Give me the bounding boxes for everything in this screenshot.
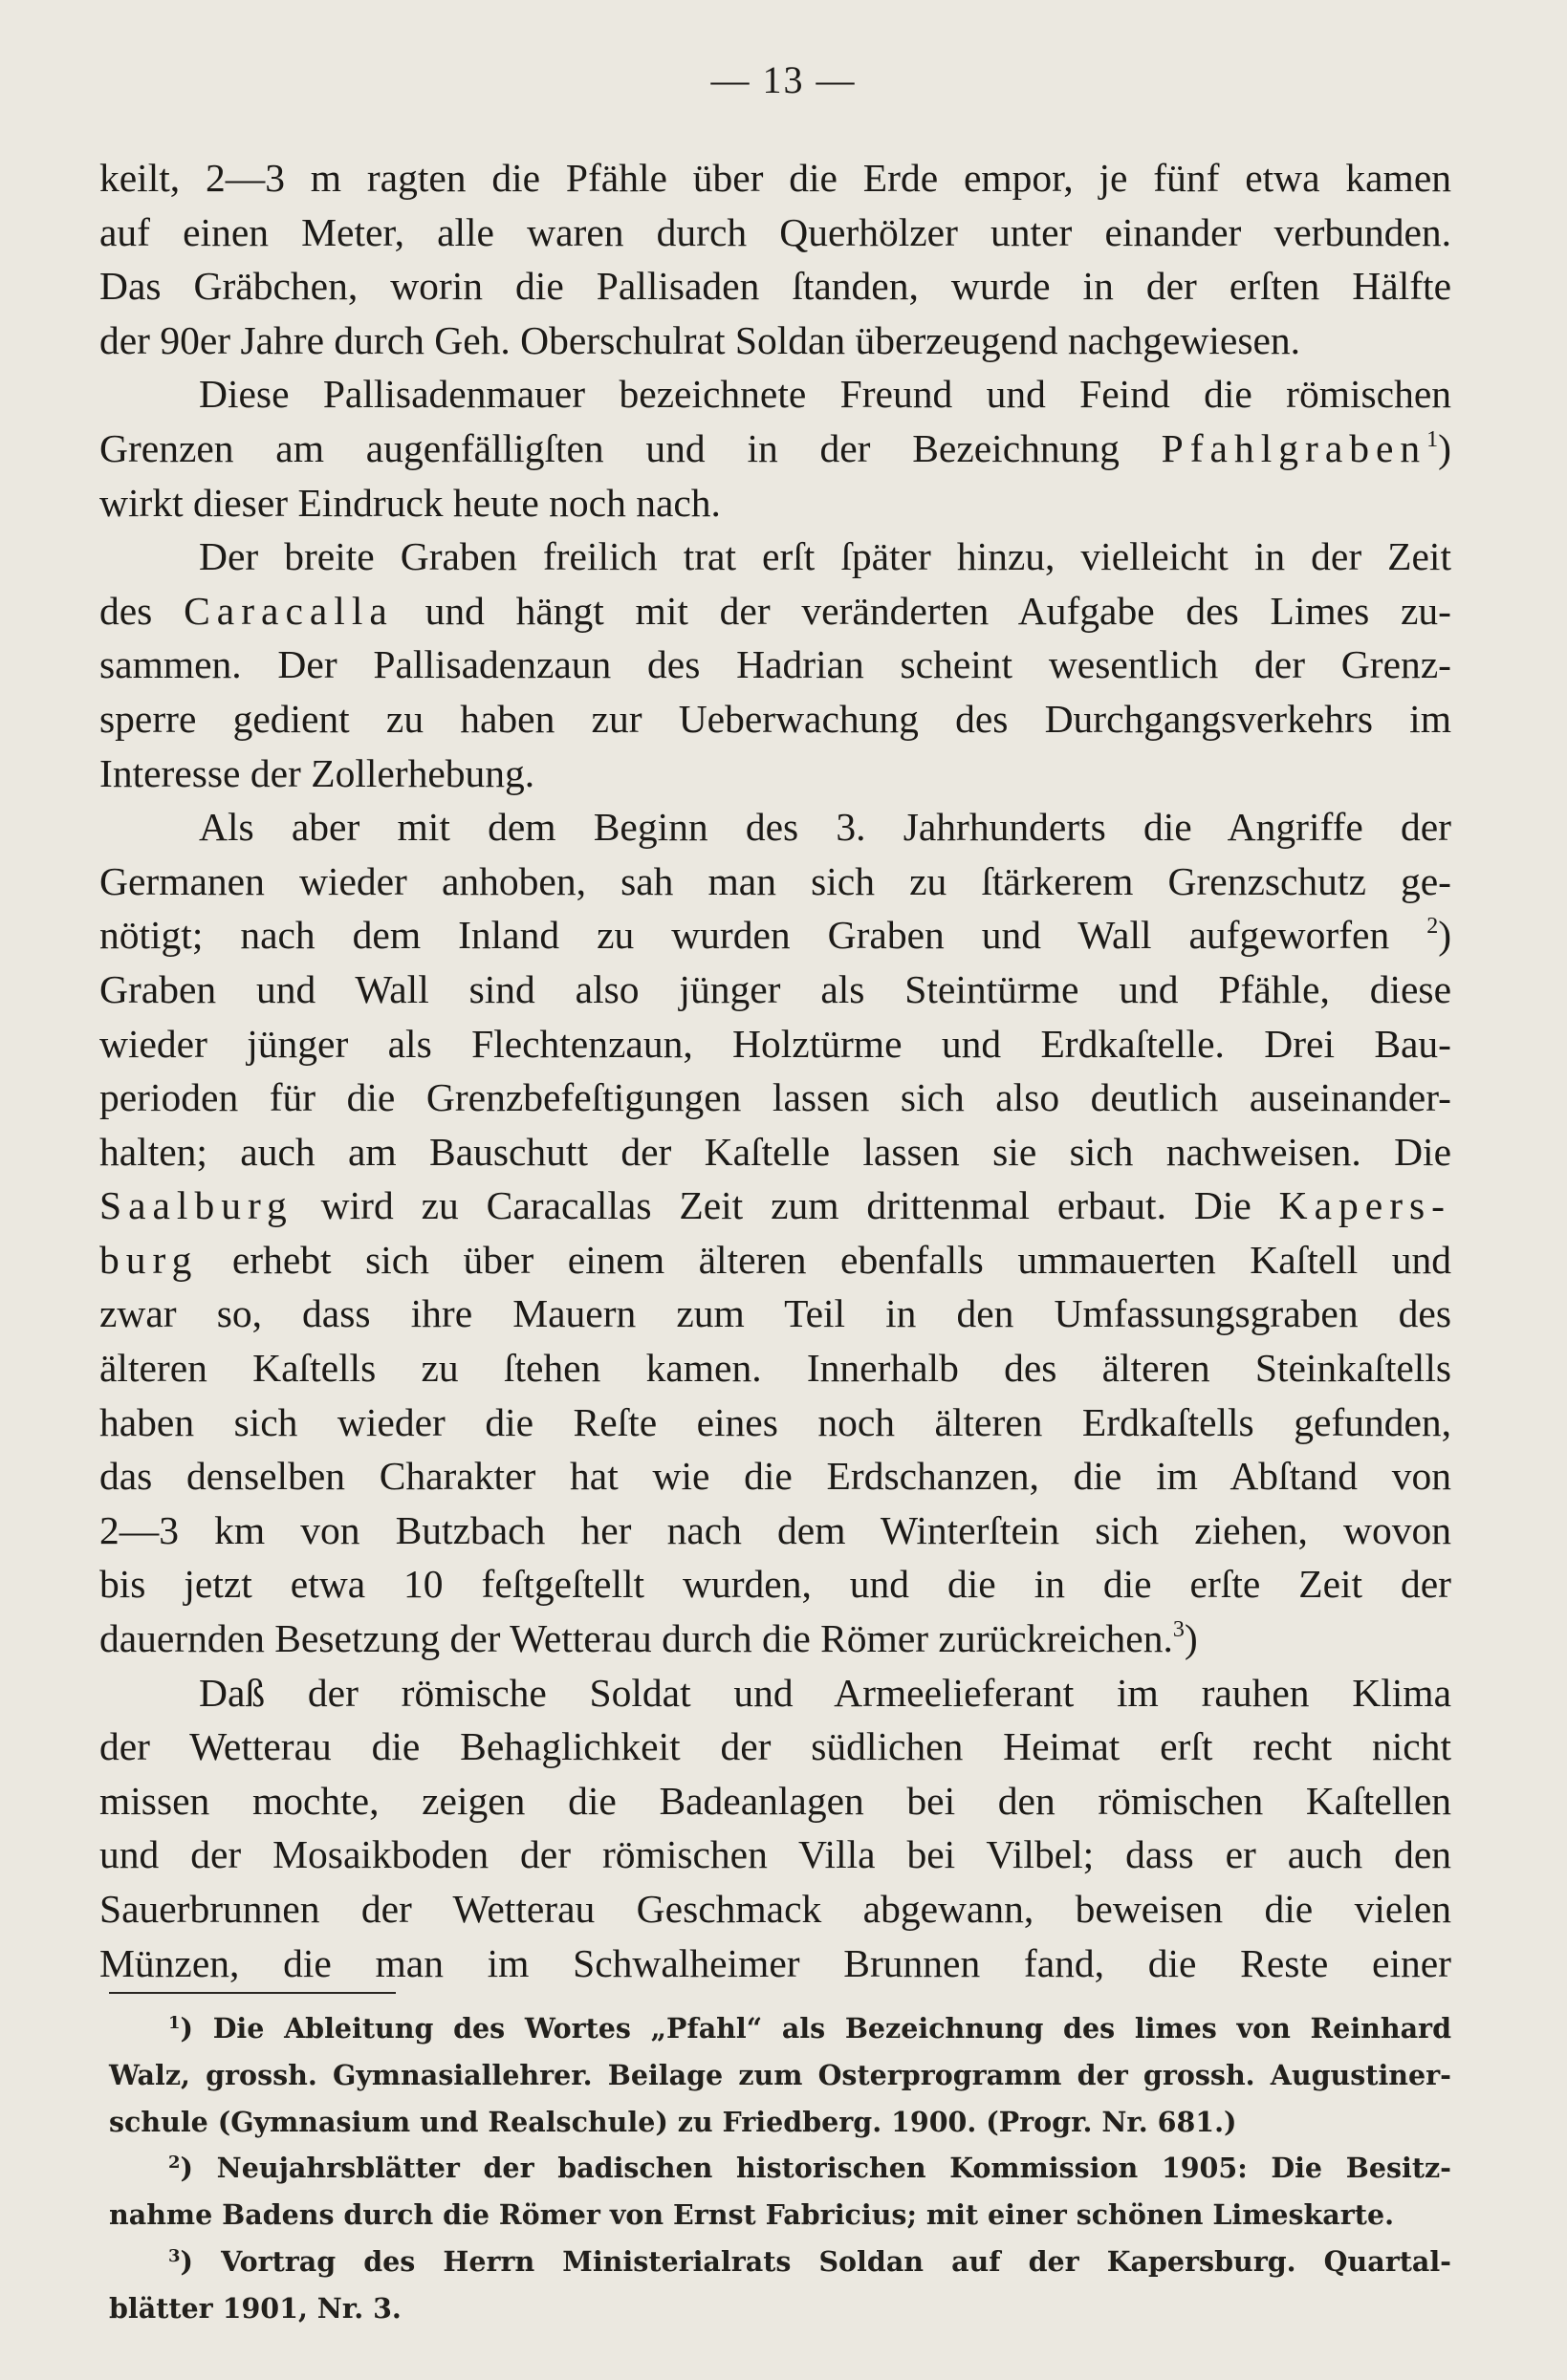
text-fragment: des: [99, 588, 153, 633]
text-line: missen mochte, zeigen die Badeanlagen bei den römischen Kaſtellen: [99, 1778, 1451, 1823]
paragraph-5: [99, 1666, 1451, 1991]
text-line: halten; auch am Bauschutt der Kaſtelle lassen sie sich nachweisen. Die: [99, 1129, 1451, 1174]
text-line: sperre gedient zu haben zur Ueberwachung des Durchgangsverkehrs im: [99, 696, 1451, 741]
text-line: zwar so, dass ihre Mauern zum Teil in den Umfassungsgraben des: [99, 1291, 1451, 1336]
footnote-2: [109, 2145, 1451, 2239]
text-line: 2—3 km von Butzbach her nach dem Winterſtein sich ziehen, wovon: [99, 1507, 1451, 1552]
text-line: [109, 2239, 1451, 2285]
text-line: wieder jünger als Flechtenzaun, Holztürme und Erdkaſtelle. Drei Bau-: [99, 1021, 1451, 1066]
spaced-term: Kapers-: [1278, 1183, 1452, 1228]
text-line: [99, 422, 1451, 476]
footnote-divider: [109, 1992, 396, 1994]
footnote-marker: 1: [168, 2013, 181, 2033]
text-line: perioden für die Grenzbefeſtigungen lassen sich also deutlich auseinander-: [99, 1075, 1451, 1120]
text-fragment: ) Vortrag des Herrn Ministerialrats Soldan auf der Kapersburg. Quartal-: [180, 2244, 1451, 2278]
spaced-term: Saalburg: [99, 1183, 294, 1228]
text-line: und der Mosaikboden der römischen Villa bei Vilbel; dass er auch den: [99, 1832, 1451, 1877]
text-line: [109, 2145, 1451, 2192]
text-line: auf einen Meter, alle waren durch Querhölzer unter einander verbunden.: [99, 209, 1451, 254]
text-line: [99, 908, 1451, 963]
text-line: Der breite Graben freilich trat erſt ſpäter hinzu, vielleicht in der Zeit: [199, 534, 1451, 579]
text-line: [99, 1179, 1451, 1233]
paragraph-2: [99, 367, 1451, 530]
text-line: Walz, grossh. Gymnasiallehrer. Beilage zum Osterprogramm der grossh. Augustiner-: [109, 2058, 1451, 2091]
text-fragment: ): [1438, 913, 1452, 958]
text-line: Graben und Wall sind also jünger als Steintürme und Pfähle, diese: [99, 966, 1451, 1011]
text-fragment: und hängt mit der veränderten Aufgabe des Limes zu-: [424, 588, 1452, 633]
text-line: Als aber mit dem Beginn des 3. Jahrhunderts die Angriffe der: [199, 805, 1451, 850]
text-line: wirkt dieser Eindruck heute noch nach.: [99, 480, 721, 525]
text-line: Diese Pallisadenmauer bezeichnete Freund und Feind die römischen: [199, 372, 1451, 417]
text-line: nahme Badens durch die Römer von Ernst Fabricius; mit einer schönen Limeskarte.: [109, 2198, 1395, 2232]
text-line: Das Gräbchen, worin die Pallisaden ſtanden, wurde in der erſten Hälfte: [99, 264, 1451, 309]
footnotes: [109, 2005, 1451, 2332]
text-line: Daß der römische Soldat und Armeelieferant im rauhen Klima: [199, 1670, 1451, 1715]
text-fragment: dauernden Besetzung der Wetterau durch die Römer zurückreichen.: [99, 1616, 1173, 1661]
text-fragment: nötigt; nach dem Inland zu wurden Graben und Wall aufgeworfen: [99, 913, 1390, 958]
text-line: blätter 1901, Nr. 3.: [109, 2291, 402, 2325]
text-fragment: ): [1438, 425, 1451, 470]
text-line: schule (Gymnasium und Realschule) zu Friedberg. 1900. (Progr. Nr. 681.): [109, 2105, 1237, 2138]
spaced-term: Pfahlgraben: [1161, 425, 1427, 470]
text-fragment: ): [1184, 1616, 1198, 1661]
text-line: Münzen, die man im Schwalheimer Brunnen fand, die Reste einer: [99, 1940, 1451, 1985]
text-line: Interesse der Zollerhebung.: [99, 750, 535, 795]
footnote-ref: 2: [1426, 914, 1439, 940]
text-fragment: ) Neujahrsblätter der badischen historischen Kommission 1905: Die Besitz-: [180, 2152, 1451, 2185]
paragraph-1: [99, 151, 1451, 367]
paragraph-4: [99, 800, 1451, 1666]
spaced-term: burg: [99, 1237, 199, 1282]
footnote-ref: 1: [1426, 426, 1439, 452]
text-fragment: wird zu Caracallas Zeit zum drittenmal erbaut. Die: [320, 1183, 1251, 1228]
text-line: [99, 1233, 1451, 1287]
text-line: bis jetzt etwa 10 feſtgeſtellt wurden, und die in die erſte Zeit der: [99, 1562, 1451, 1607]
text-line: älteren Kaſtells zu ſtehen kamen. Innerhalb des älteren Steinkaſtells: [99, 1346, 1451, 1391]
text-line: der 90er Jahre durch Geh. Oberschulrat Soldan überzeugend nachgewiesen.: [99, 317, 1301, 362]
footnote-marker: 2: [168, 2153, 181, 2174]
text-line: [99, 1612, 1451, 1666]
text-fragment: ) Die Ableitung des Wortes „Pfahl“ als Bezeichnung des limes von Reinhard: [180, 2012, 1451, 2045]
text-fragment: erhebt sich über einem älteren ebenfalls ummauerten Kaſtell und: [231, 1237, 1451, 1282]
text-line: [99, 584, 1451, 638]
text-fragment: Grenzen am augenfälligſten und in der Bezeichnung: [99, 425, 1120, 470]
text-line: Sauerbrunnen der Wetterau Geschmack abgewann, beweisen die vielen: [99, 1887, 1451, 1931]
text-line: Germanen wieder anhoben, sah man sich zu ſtärkerem Grenzschutz ge-: [99, 858, 1451, 903]
text-line: der Wetterau die Behaglichkeit der südlichen Heimat erſt recht nicht: [99, 1724, 1451, 1769]
text-line: das denselben Charakter hat wie die Erdschanzen, die im Abſtand von: [99, 1454, 1451, 1499]
text-line: haben sich wieder die Reſte eines noch älteren Erdkaſtells gefunden,: [99, 1399, 1451, 1444]
page-number: — 13 —: [710, 58, 857, 101]
footnote-marker: 3: [168, 2245, 181, 2266]
text-line: sammen. Der Pallisadenzaun des Hadrian scheint wesentlich der Grenz-: [99, 642, 1451, 687]
text-line: [109, 2005, 1451, 2052]
body-text: [99, 151, 1451, 1990]
spaced-term: Caracalla: [184, 588, 394, 633]
footnote-ref: 3: [1172, 1617, 1185, 1643]
paragraph-3: [99, 530, 1451, 800]
text-line: keilt, 2—3 m ragten die Pfähle über die Erde empor, je fünf etwa kamen: [99, 156, 1451, 200]
footnote-3: [109, 2239, 1451, 2332]
footnote-1: [109, 2005, 1451, 2145]
